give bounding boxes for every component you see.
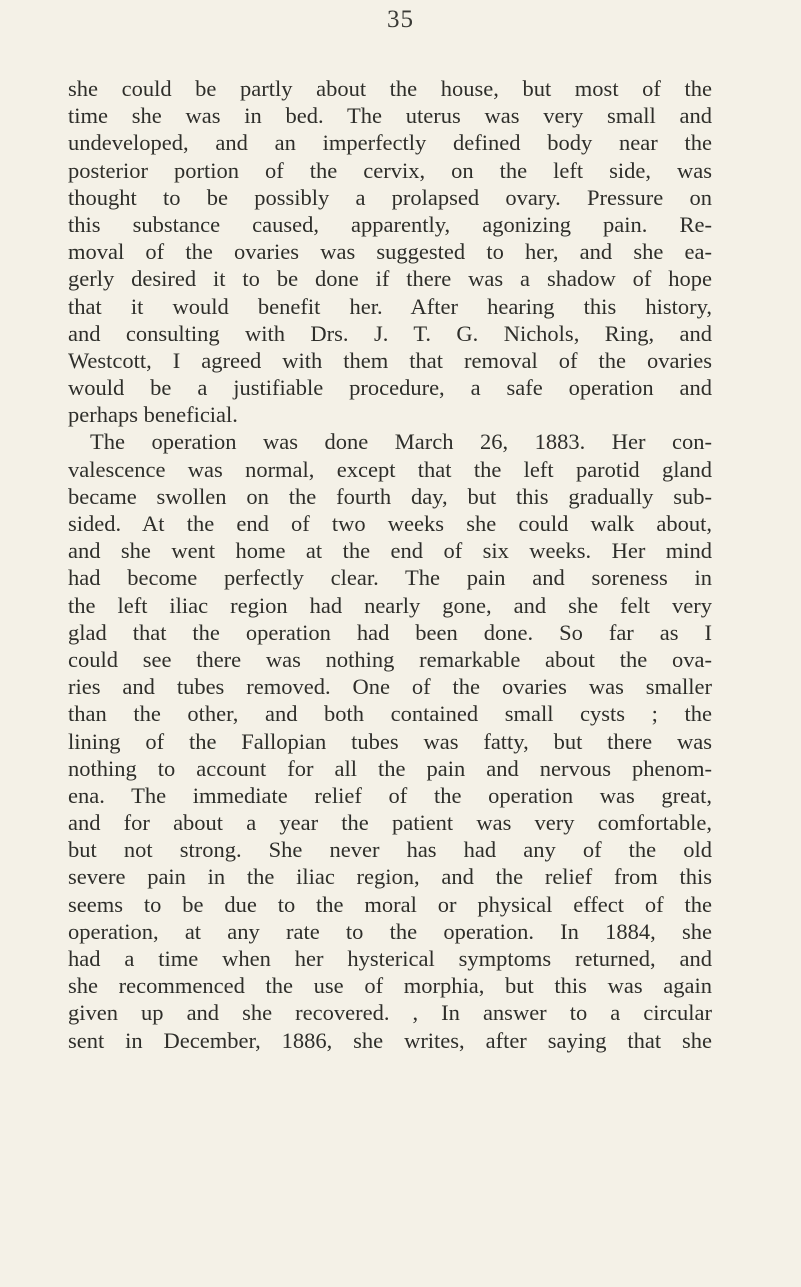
- text-line: she recommenced the use of morphia, but this was again: [68, 973, 712, 999]
- text-line: operation, at any rate to the operation. In 1884, she: [68, 918, 712, 944]
- text-line: valescence was normal, except that the left parotid gland: [68, 456, 712, 482]
- text-line: the left iliac region had nearly gone, and she felt very: [68, 592, 712, 618]
- text-line: thought to be possibly a prolapsed ovary. Pressure on: [68, 184, 712, 210]
- text-line: and she went home at the end of six weeks. Her mind: [68, 538, 712, 564]
- text-line: this substance caused, apparently, agonizing pain. Re-: [68, 211, 712, 237]
- text-line: could see there was nothing remarkable about the ova-: [68, 646, 712, 672]
- text-line: moval of the ovaries was suggested to her, and she ea-: [68, 239, 712, 265]
- text-line: sent in December, 1886, she writes, after saying that she: [68, 1027, 712, 1053]
- text-line: seems to be due to the moral or physical effect of the: [68, 891, 712, 917]
- text-line: severe pain in the iliac region, and the relief from this: [68, 864, 712, 890]
- text-line: time she was in bed. The uterus was very small and: [68, 103, 712, 129]
- text-line: had become perfectly clear. The pain and soreness in: [68, 565, 712, 591]
- text-line: lining of the Fallopian tubes was fatty, but there was: [68, 728, 712, 754]
- text-line: perhaps beneficial.: [68, 402, 238, 428]
- text-line: but not strong. She never has had any of the old: [68, 837, 712, 863]
- text-line: ena. The immediate relief of the operation was great,: [68, 782, 712, 808]
- text-line: sided. At the end of two weeks she could walk about,: [68, 511, 712, 536]
- text-line: gerly desired it to be done if there was a shadow of hope: [68, 266, 712, 292]
- body-text: [68, 75, 712, 1054]
- text-line: that it would benefit her. After hearing this history,: [68, 293, 712, 319]
- text-line: nothing to account for all the pain and nervous phenom-: [68, 755, 712, 781]
- page-number: 35: [387, 6, 414, 33]
- text-line: posterior portion of the cervix, on the left side, was: [68, 157, 712, 183]
- text-line: she could be partly about the house, but most of the: [68, 76, 712, 101]
- text-line: ries and tubes removed. One of the ovaries was smaller: [68, 674, 712, 700]
- text-line: than the other, and both contained small cysts ; the: [68, 701, 712, 727]
- text-line: undeveloped, and an imperfectly defined body near the: [68, 130, 712, 156]
- text-line: would be a justifiable procedure, a safe operation and: [68, 375, 712, 401]
- text-line: given up and she recovered. , In answer to a circular: [68, 1000, 712, 1026]
- text-line: had a time when her hysterical symptoms returned, and: [68, 946, 712, 971]
- text-line: Westcott, I agreed with them that removal of the ovaries: [68, 347, 712, 373]
- text-line: became swollen on the fourth day, but this gradually sub-: [68, 483, 712, 509]
- text-line: glad that the operation had been done. So far as I: [68, 619, 712, 645]
- text-line: and consulting with Drs. J. T. G. Nichols, Ring, and: [68, 320, 712, 346]
- text-line: and for about a year the patient was very comfortable,: [68, 810, 712, 836]
- text-line: The operation was done March 26, 1883. Her con-: [90, 429, 712, 455]
